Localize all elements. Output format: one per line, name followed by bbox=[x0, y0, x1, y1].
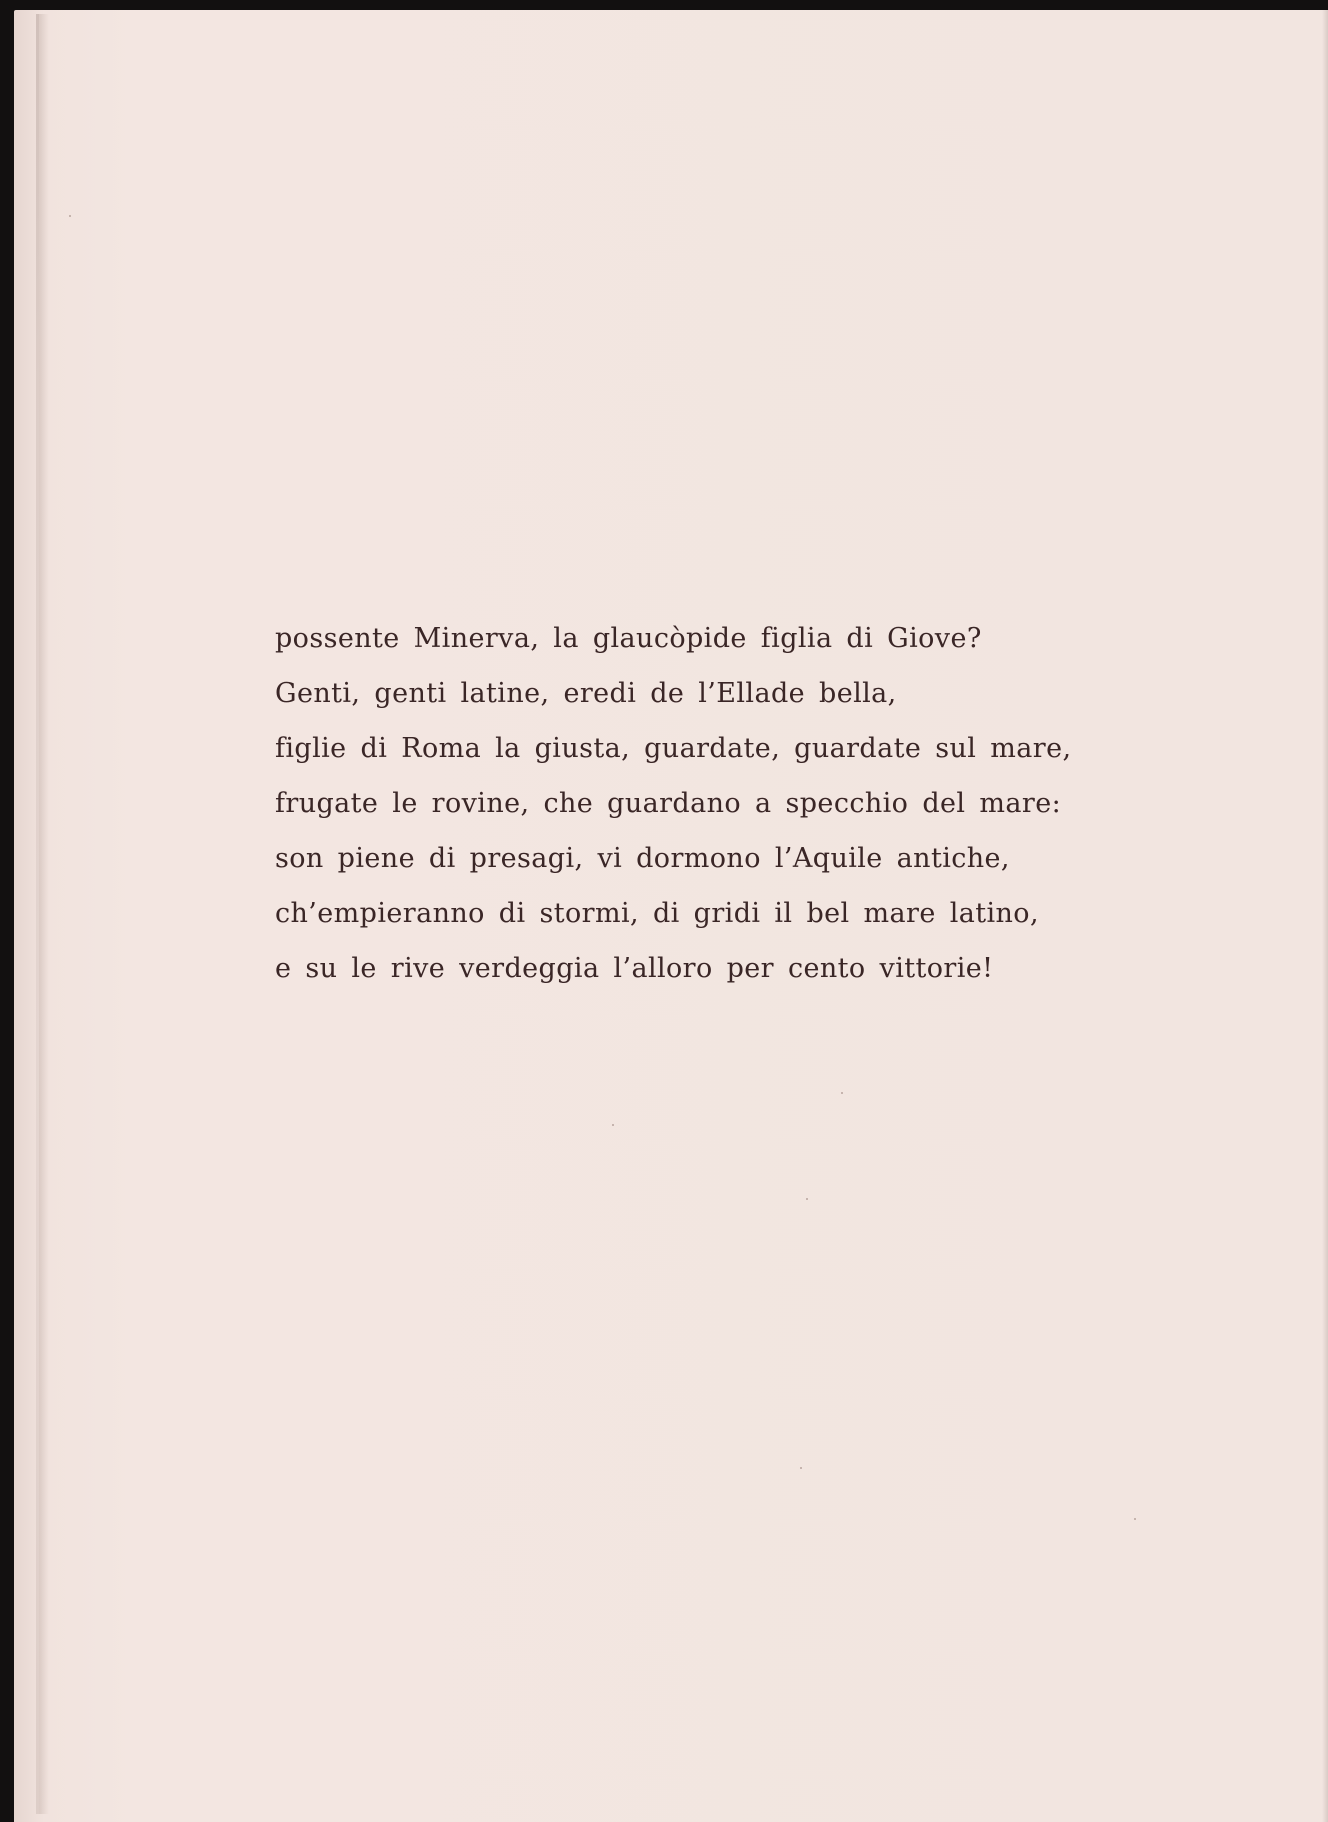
paper-speck bbox=[806, 1198, 808, 1200]
paper-speck bbox=[1134, 1518, 1136, 1520]
page-edge bbox=[1322, 10, 1328, 1822]
poem-line: son piene di presagi, vi dormono l’Aquile antiche, bbox=[275, 843, 1010, 874]
poem-line: possente Minerva, la glaucòpide figlia di Giove? bbox=[275, 623, 982, 654]
paper-speck bbox=[800, 1467, 802, 1469]
poem-line: e su le rive verdeggia l’alloro per cento vittorie! bbox=[275, 953, 994, 984]
poem-line: ch’empieranno di stormi, di gridi il bel mare latino, bbox=[275, 898, 1039, 929]
paper-speck bbox=[841, 1092, 843, 1094]
binding-shadow bbox=[39, 14, 49, 1814]
poem-text-block bbox=[275, 611, 1072, 996]
paper-speck bbox=[69, 215, 71, 217]
poem-line: frugate le rovine, che guardano a specchio del mare: bbox=[275, 788, 1062, 819]
paper-speck bbox=[612, 1124, 614, 1126]
paper-sheet bbox=[14, 10, 1328, 1822]
poem-line: figlie di Roma la giusta, guardate, guardate sul mare, bbox=[275, 733, 1072, 764]
poem-line: Genti, genti latine, eredi de l’Ellade bella, bbox=[275, 678, 897, 709]
